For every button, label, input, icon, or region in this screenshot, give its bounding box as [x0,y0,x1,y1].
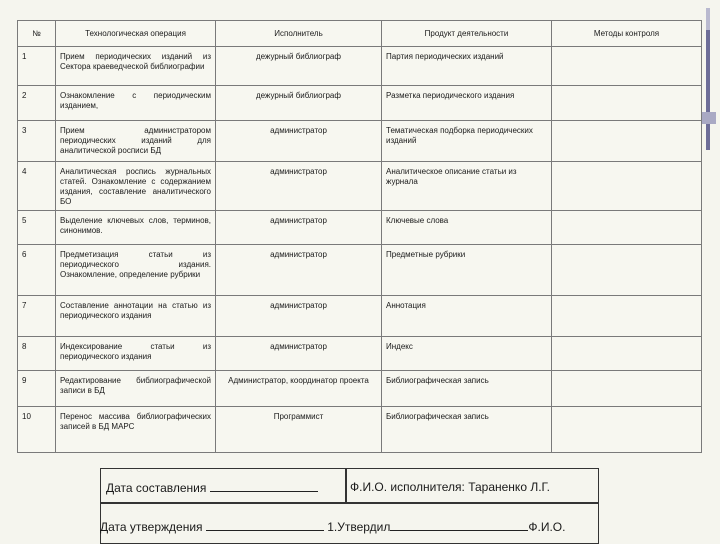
approval-date-label: Дата утверждения [100,520,203,534]
table-row [18,86,702,121]
operation-cell: Индексирование статьи из периодического издания [56,337,216,371]
header-executor: Исполнитель [216,21,382,47]
header-control-methods: Методы контроля [552,21,702,47]
executor-line [350,480,550,494]
control-cell [552,121,702,162]
row-number: 6 [18,245,56,296]
product-cell: Аналитическое описание статьи из журнала [382,162,552,211]
row-number: 3 [18,121,56,162]
approved-by-field[interactable] [390,519,528,531]
executor-cell: администратор [216,162,382,211]
table-row [18,245,702,296]
table-row [18,407,702,453]
operation-cell: Прием администратором периодических изданий для аналитической росписи БД [56,121,216,162]
table-header-row [18,21,702,47]
control-cell [552,371,702,407]
product-cell: Ключевые слова [382,211,552,245]
product-cell: Предметные рубрики [382,245,552,296]
control-cell [552,162,702,211]
approved-by-label: 1.Утвердил [327,520,391,534]
product-cell: Библиографическая запись [382,407,552,453]
row-number: 4 [18,162,56,211]
row-number: 5 [18,211,56,245]
executor-cell: дежурный библиограф [216,86,382,121]
product-cell: Аннотация [382,296,552,337]
compiled-date-label: Дата составления [106,481,207,495]
table-row [18,211,702,245]
executor-cell: администратор [216,296,382,337]
product-cell: Тематическая подборка периодических изданий [382,121,552,162]
decorative-accent-stripe [706,30,710,150]
table-row [18,162,702,211]
operation-cell: Перенос массива библиографических записей в БД МАРС [56,407,216,453]
row-number: 1 [18,47,56,86]
control-cell [552,47,702,86]
executor-cell: администратор [216,121,382,162]
compiled-date-field[interactable] [210,480,318,492]
operation-cell: Аналитическая роспись журнальных статей. Ознакомление с содержанием издания, составление аналитического БО [56,162,216,211]
operation-cell: Редактирование библиографической записи в БД [56,371,216,407]
table-row [18,296,702,337]
product-cell: Разметка периодического издания [382,86,552,121]
operation-cell: Предметизация статьи из периодического издания. Ознакомление, определение рубрики [56,245,216,296]
executor-cell: Программист [216,407,382,453]
executor-cell: администратор [216,337,382,371]
operation-cell: Ознакомление с периодическим изданием, [56,86,216,121]
operation-cell: Составление аннотации на статью из периодического издания [56,296,216,337]
fio-label: Ф.И.О. [528,520,566,534]
row-number: 2 [18,86,56,121]
table-row [18,47,702,86]
table-row [18,371,702,407]
approval-date-field[interactable] [206,519,324,531]
control-cell [552,86,702,121]
row-number: 7 [18,296,56,337]
control-cell [552,296,702,337]
decorative-accent-top [706,8,710,30]
operation-cell: Прием периодических изданий из Сектора краеведческой библиографии [56,47,216,86]
operations-table [17,20,702,453]
control-cell [552,337,702,371]
table-row [18,121,702,162]
control-cell [552,407,702,453]
header-product: Продукт деятельности [382,21,552,47]
approval-line [100,519,565,534]
row-number: 9 [18,371,56,407]
control-cell [552,245,702,296]
header-number: № [18,21,56,47]
product-cell: Партия периодических изданий [382,47,552,86]
compiled-date-line [106,480,318,495]
executor-cell: администратор [216,245,382,296]
executor-label: Ф.И.О. исполнителя: [350,480,465,494]
product-cell: Библиографическая запись [382,371,552,407]
executor-name: Тараненко Л.Г. [468,480,550,494]
header-operation: Технологическая операция [56,21,216,47]
row-number: 8 [18,337,56,371]
executor-cell: дежурный библиограф [216,47,382,86]
control-cell [552,211,702,245]
row-number: 10 [18,407,56,453]
table-row [18,337,702,371]
executor-cell: администратор [216,211,382,245]
product-cell: Индекс [382,337,552,371]
operation-cell: Выделение ключевых слов, терминов, синонимов. [56,211,216,245]
executor-cell: Администратор, координатор проекта [216,371,382,407]
